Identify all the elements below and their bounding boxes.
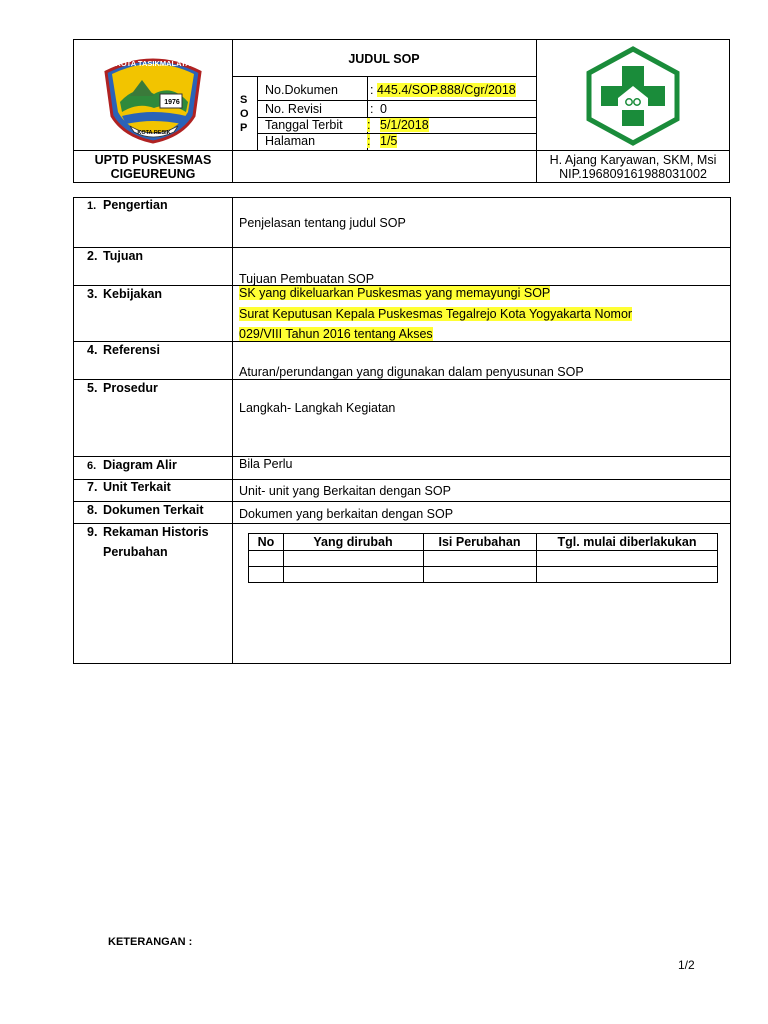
page-value: 1/5 <box>380 134 398 148</box>
row-number: 7. <box>87 480 98 494</box>
city-emblem-logo <box>102 50 204 149</box>
svg-text:KOTA TASIKMALAYA: KOTA TASIKMALAYA <box>115 59 191 68</box>
history-table <box>248 533 718 583</box>
row-number: 8. <box>87 503 98 517</box>
doc-number-label: No.Dokumen <box>265 83 338 97</box>
row-content: Bila Perlu <box>239 457 293 471</box>
revision-label: No. Revisi <box>265 102 322 116</box>
row-content: 029/VIII Tahun 2016 tentang Akses <box>239 327 433 341</box>
keterangan-label: KETERANGAN : <box>108 936 193 948</box>
issue-date-value: 5/1/2018 <box>380 118 429 132</box>
doc-number-colon: : <box>370 83 374 97</box>
org-name-line1: UPTD PUSKESMAS <box>94 153 212 167</box>
row-number: 6. <box>87 460 97 472</box>
org-name-line2: CIGEUREUNG <box>110 167 196 181</box>
row-label-diagram-alir: Diagram Alir <box>103 458 177 472</box>
row-content: Penjelasan tentang judul SOP <box>239 216 406 230</box>
row-number: 5. <box>87 381 98 395</box>
row-label-dokumen-terkait: Dokumen Terkait <box>103 503 204 517</box>
doc-number-value: 445.4/SOP.888/Cgr/2018 <box>377 83 516 97</box>
svg-text:KOTA RESIK: KOTA RESIK <box>137 130 171 136</box>
row-label-prosedur: Prosedur <box>103 381 158 395</box>
svg-text:1976: 1976 <box>164 99 180 106</box>
page-colon: : <box>367 134 371 148</box>
history-header-content: Isi Perubahan <box>438 535 521 549</box>
row-number: 3. <box>87 287 98 301</box>
row-label-referensi: Referensi <box>103 343 160 357</box>
row-number: 9. <box>87 525 98 539</box>
row-number: 2. <box>87 249 98 263</box>
page-label: Halaman <box>265 134 316 148</box>
signer-name: H. Ajang Karyawan, SKM, Msi <box>549 153 717 167</box>
history-header-changed: Yang dirubah <box>313 535 393 549</box>
row-content: Langkah- Langkah Kegiatan <box>239 401 396 415</box>
sop-letter: O <box>240 108 249 120</box>
sop-content-table <box>73 197 731 664</box>
row-number: 4. <box>87 343 98 357</box>
row-label-kebijakan: Kebijakan <box>103 287 163 301</box>
history-header-no: No <box>257 535 275 549</box>
row-label-unit-terkait: Unit Terkait <box>103 480 171 494</box>
revision-value: 0 <box>380 102 387 116</box>
issue-date-label: Tanggal Terbit <box>265 118 343 132</box>
header-table <box>73 39 730 183</box>
sop-title: JUDUL SOP <box>348 52 420 66</box>
history-header-date: Tgl. mulai diberlakukan <box>557 535 697 549</box>
row-number: 1. <box>87 200 97 212</box>
row-content: Dokumen yang berkaitan dengan SOP <box>239 507 454 521</box>
row-content: Tujuan Pembuatan SOP <box>239 272 375 286</box>
sop-letter: P <box>240 122 248 134</box>
sop-letter: S <box>240 94 248 106</box>
puskesmas-logo <box>584 46 682 151</box>
row-label-perubahan: Perubahan <box>103 545 168 559</box>
row-content: Aturan/perundangan yang digunakan dalam penyusunan SOP <box>239 365 584 379</box>
row-label-pengertian: Pengertian <box>103 198 168 212</box>
row-label-tujuan: Tujuan <box>103 249 144 263</box>
signer-nip: NIP.196809161988031002 <box>559 167 707 181</box>
row-label-rekaman-historis: Rekaman Historis <box>103 525 209 539</box>
page-number: 1/2 <box>678 958 695 972</box>
issue-date-colon: : <box>367 118 371 132</box>
row-content: SK yang dikeluarkan Puskesmas yang memayungi SOP <box>239 286 551 300</box>
revision-colon: : <box>370 102 374 116</box>
row-content: Unit- unit yang Berkaitan dengan SOP <box>239 484 451 498</box>
row-content: Surat Keputusan Kepala Puskesmas Tegalrejo Kota Yogyakarta Nomor <box>239 307 633 321</box>
